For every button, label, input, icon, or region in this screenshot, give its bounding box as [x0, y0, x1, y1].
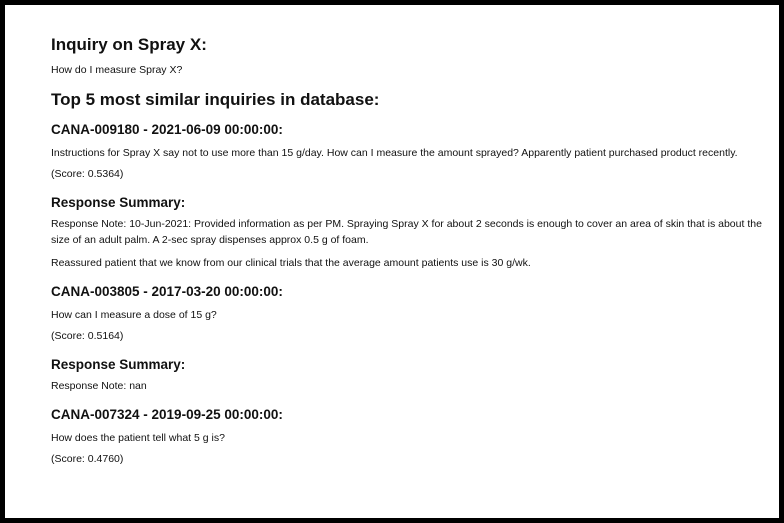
- result-item: [51, 406, 765, 467]
- response-summary-heading: Response Summary:: [51, 195, 186, 210]
- result-text: Instructions for Spray X say not to use more than 15 g/day. How can I measure the amount sprayed? Apparently patient purchased product recently.: [51, 147, 738, 159]
- inquiry-text: How do I measure Spray X?: [51, 64, 183, 76]
- result-item: [51, 283, 765, 394]
- result-header: CANA-007324 - 2019-09-25 00:00:00:: [51, 407, 283, 422]
- response-summary-heading: Response Summary:: [51, 357, 186, 372]
- response-note: Response Note: nan: [51, 380, 147, 392]
- result-text: How does the patient tell what 5 g is?: [51, 432, 225, 444]
- result-text: How can I measure a dose of 15 g?: [51, 309, 217, 321]
- response-note-continued: Reassured patient that we know from our clinical trials that the average amount patients use is 30 g/wk.: [51, 257, 531, 269]
- result-score: (Score: 0.5364): [51, 168, 124, 180]
- result-item: [51, 121, 765, 271]
- result-score: (Score: 0.4760): [51, 453, 124, 465]
- inquiry-title: Inquiry on Spray X:: [51, 35, 207, 54]
- result-header: CANA-009180 - 2021-06-09 00:00:00:: [51, 122, 283, 137]
- result-header: CANA-003805 - 2017-03-20 00:00:00:: [51, 284, 283, 299]
- result-score: (Score: 0.5164): [51, 330, 124, 342]
- result-content: [51, 35, 765, 467]
- results-heading: Top 5 most similar inquiries in database:: [51, 90, 380, 109]
- response-note: Response Note: 10-Jun-2021: Provided information as per PM. Spraying Spray X for about 2 seconds is enough to cover an area of skin that is about the size of an adult palm. A 2-sec spray dispenses approx 0.5 g of foam.: [51, 218, 762, 246]
